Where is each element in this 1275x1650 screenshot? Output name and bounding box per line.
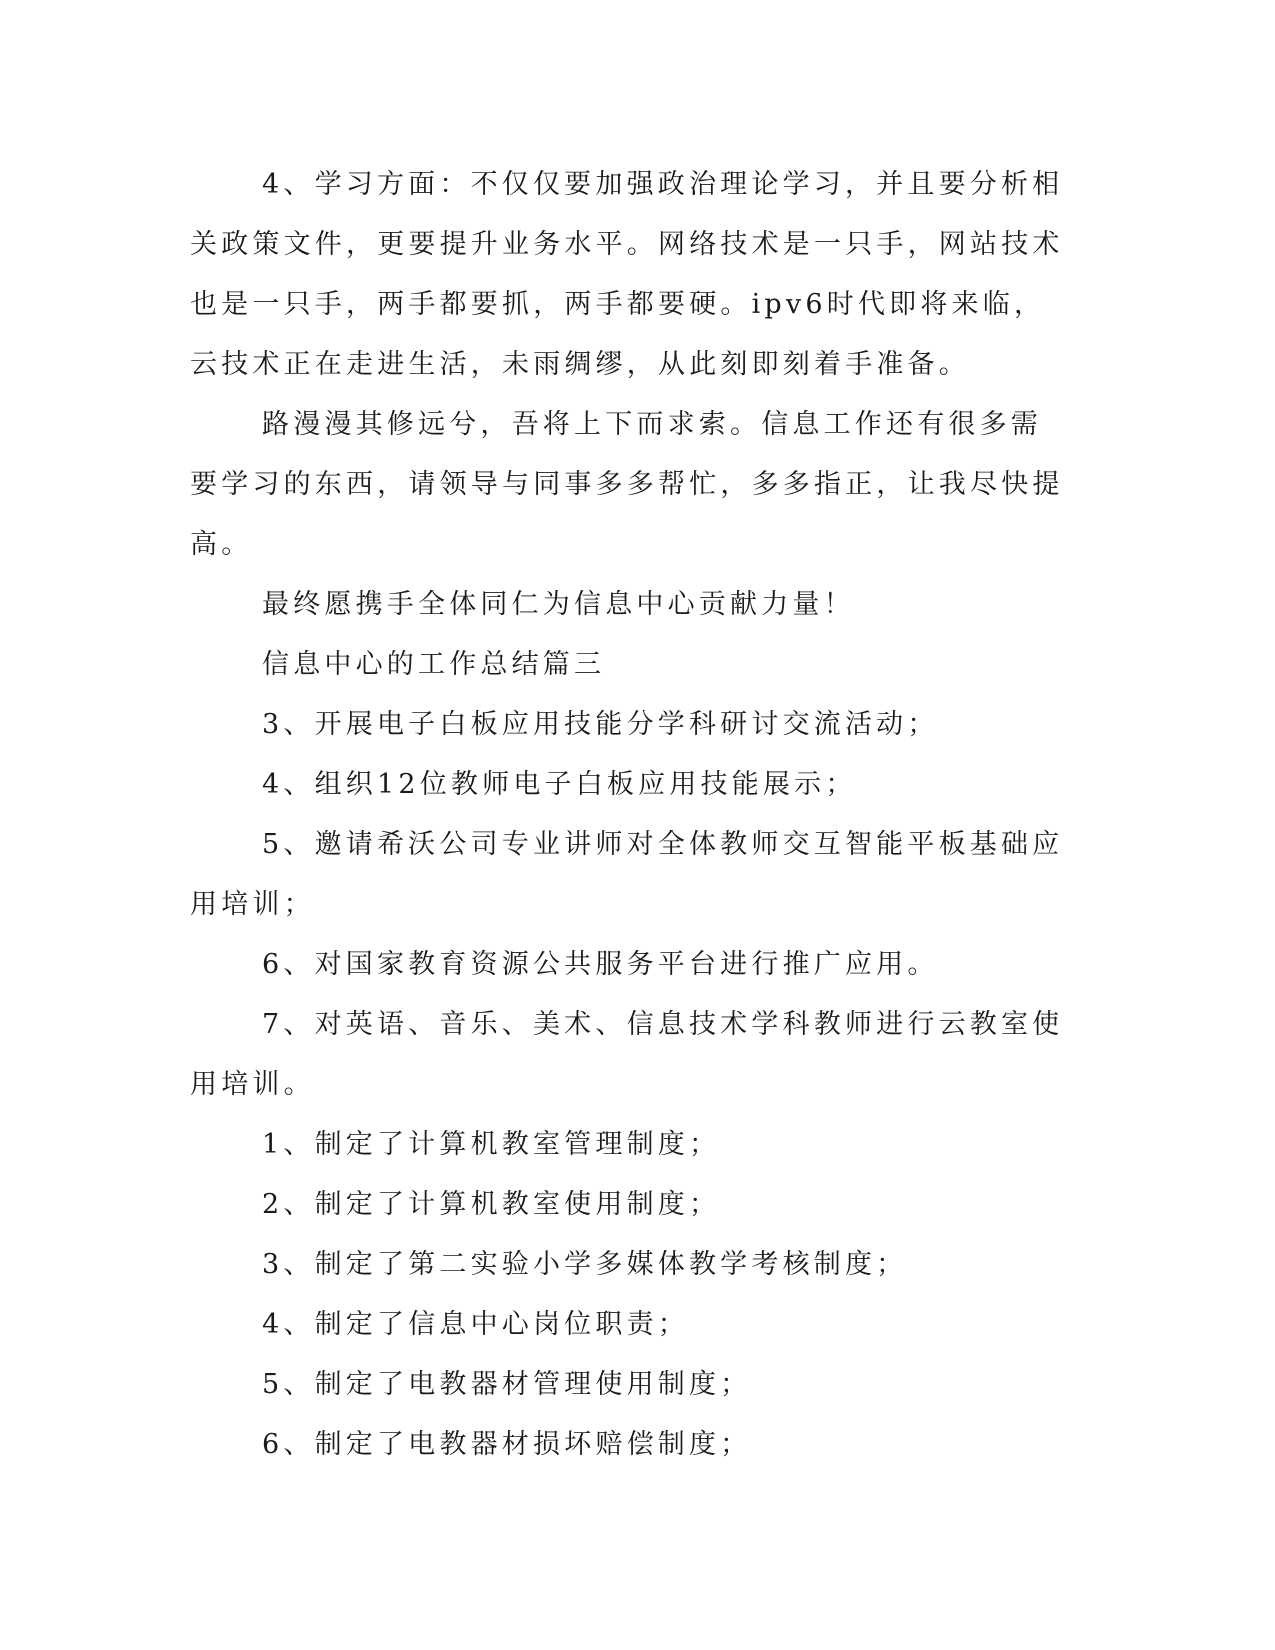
list-item: 5、邀请希沃公司专业讲师对全体教师交互智能平板基础应用培训； [190, 829, 1064, 920]
paragraph-long-road: 路漫漫其修远兮，吾将上下而求索。信息工作还有很多需要学习的东西，请领导与同事多多帮忙，多多指正，让我尽快提高。 [190, 409, 1064, 560]
list-item: 6、制定了电教器材损坏赔偿制度； [262, 1429, 752, 1460]
list-item: 5、制定了电教器材管理使用制度； [262, 1369, 752, 1400]
list-item: 6、对国家教育资源公共服务平台进行推广应用。 [262, 949, 939, 980]
document-body [190, 155, 1070, 1475]
list-item: 4、制定了信息中心岗位职责； [262, 1309, 689, 1340]
list-item: 7、对英语、音乐、美术、信息技术学科教师进行云教室使用培训。 [190, 1009, 1064, 1100]
list-item: 2、制定了计算机教室使用制度； [262, 1189, 721, 1220]
paragraph-closing-wish: 最终愿携手全体同仁为信息中心贡献力量！ [262, 589, 855, 620]
list-item: 1、制定了计算机教室管理制度； [262, 1129, 721, 1160]
list-item: 4、组织12位教师电子白板应用技能展示； [262, 769, 857, 800]
section-heading: 信息中心的工作总结篇三 [262, 649, 606, 680]
paragraph-study-aspect: 4、学习方面：不仅仅要加强政治理论学习，并且要分析相关政策文件，更要提升业务水平。网络技术是一只手，网站技术也是一只手，两手都要抓，两手都要硬。ipv6时代即将来临，云技术正在走进生活，未雨绸缪，从此刻即刻着手准备。 [190, 169, 1064, 380]
list-item: 3、制定了第二实验小学多媒体教学考核制度； [262, 1249, 908, 1280]
list-item: 3、开展电子白板应用技能分学科研讨交流活动； [262, 709, 939, 740]
